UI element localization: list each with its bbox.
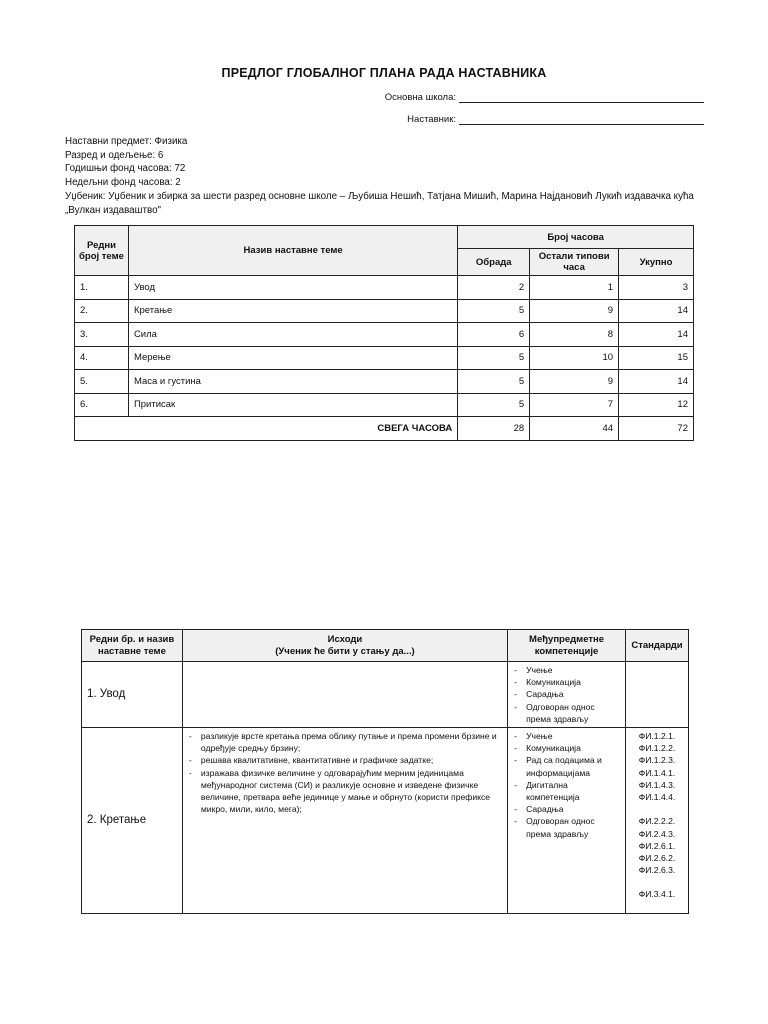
topic-other: 7 (530, 393, 619, 417)
topic-name: Притисак (128, 393, 457, 417)
standard-code: ФИ.1.2.1. (638, 731, 676, 742)
topic-other: 9 (530, 370, 619, 394)
col-header-standards: Стандарди (625, 630, 688, 662)
outcomes-header-line-1: Исходи (327, 633, 363, 645)
competence-item: - Дигитална компетенција (512, 779, 621, 803)
textbook-line: Уџбеник: Уџбеник и збирка за шести разред основне школе – Љубиша Нешић, Татјана Мишић, Марина Најдановић Лукић издавачка кућа „Вулкан издаваштво" (65, 190, 694, 216)
school-blank-line (459, 93, 704, 103)
competences-cell (508, 728, 626, 914)
topic-total: 14 (619, 370, 694, 394)
subject-line: Наставни предмет: Физика (65, 136, 188, 147)
outcomes-cell (182, 662, 507, 728)
outcome-item: - решава квалитативне, квантитативне и графичке задатке; (187, 754, 503, 766)
total-obrada: 28 (458, 417, 530, 441)
school-field (385, 92, 704, 103)
school-label: Основна школа: (384, 92, 456, 103)
topic-name: Увод (128, 276, 457, 300)
col-header-hours: Број часова (458, 226, 694, 249)
standard-code: ФИ.2.2.2. (638, 816, 676, 827)
competence-item: - Одговоран однос према здрављу (512, 701, 621, 725)
standard-code: ФИ.1.4.4. (638, 791, 676, 802)
table-row (75, 370, 694, 394)
standard-code: ФИ.3.4.1. (638, 889, 676, 900)
competence-item: - Учење (512, 664, 621, 676)
outcomes-table (81, 629, 689, 914)
outcomes-cell (182, 728, 507, 914)
table-row (75, 393, 694, 417)
topic-name: Маса и густина (128, 370, 457, 394)
standard-code: ФИ.2.6.2. (638, 852, 676, 863)
outcome-item: - разликује врсте кретања према облику путање и према промени брзине и одређује средњу брзину; (187, 730, 503, 754)
topic-obrada: 6 (458, 323, 530, 347)
standard-code (630, 803, 684, 815)
competences-cell (508, 662, 626, 728)
total-other: 44 (530, 417, 619, 441)
annual-hours-line: Годишњи фонд часова: 72 (65, 163, 186, 175)
standard-code (630, 876, 684, 888)
table-row (82, 662, 689, 728)
teacher-field (407, 114, 704, 125)
topic-obrada: 5 (458, 346, 530, 370)
standard-code: ФИ.1.4.3. (638, 779, 676, 790)
col-header-obrada: Обрада (458, 249, 530, 276)
topic-obrada: 5 (458, 393, 530, 417)
table-row (75, 346, 694, 370)
outcomes-header-line-2: (Ученик ће бити у стању да...) (275, 645, 415, 657)
topic-total: 14 (619, 299, 694, 323)
grade-line: Разред и одељење: 6 (65, 149, 164, 161)
topic-total: 12 (619, 393, 694, 417)
col-header-name: Назив наставне теме (128, 226, 457, 276)
col-header-competences: Међупредметне компетенције (508, 630, 626, 662)
standard-code: ФИ.1.2.3. (638, 755, 676, 766)
weekly-hours-line: Недељни фонд часова: 2 (65, 177, 181, 189)
table-row (75, 276, 694, 300)
standards-cell (625, 662, 688, 728)
standard-code: ФИ.2.6.3. (638, 865, 676, 876)
col-header-total: Укупно (619, 249, 694, 276)
outcome-topic: 2. Кретање (82, 728, 183, 914)
competence-item: - Сарадња (512, 688, 621, 700)
topic-other: 8 (530, 323, 619, 347)
topic-name: Кретање (128, 299, 457, 323)
topics-table (74, 225, 694, 441)
standard-code: ФИ.2.4.3. (638, 828, 676, 839)
topic-obrada: 5 (458, 299, 530, 323)
topic-other: 1 (530, 276, 619, 300)
topic-num: 5. (75, 370, 129, 394)
topic-num: 4. (75, 346, 129, 370)
topic-num: 2. (75, 299, 129, 323)
topic-num: 6. (75, 393, 129, 417)
col-header-outcomes (182, 630, 507, 662)
topic-num: 3. (75, 323, 129, 347)
topic-total: 15 (619, 346, 694, 370)
col-header-topic: Редни бр. и назив наставне теме (82, 630, 183, 662)
topic-obrada: 5 (458, 370, 530, 394)
competence-item: - Сарадња (512, 803, 621, 815)
topic-other: 10 (530, 346, 619, 370)
topic-total: 14 (619, 323, 694, 347)
table-row (75, 299, 694, 323)
topic-other: 9 (530, 299, 619, 323)
outcome-item: - изражава физичке величине у одговарајућим мерним јединицама међународног система (СИ) и разликује основне и изведене физичке величине, претвара веће јединице у мање и обрнуто (користи префиксе микро, мили, кило, мега); (187, 767, 503, 816)
standard-code: ФИ.2.6.1. (638, 840, 676, 851)
competence-item: - Одговоран однос према здрављу (512, 815, 621, 839)
total-total: 72 (619, 417, 694, 441)
table-row (82, 728, 689, 914)
topic-name: Сила (128, 323, 457, 347)
outcome-topic: 1. Увод (82, 662, 183, 728)
standard-code: ФИ.1.4.1. (638, 767, 676, 778)
topic-obrada: 2 (458, 276, 530, 300)
standards-cell (625, 728, 688, 914)
table-row (75, 323, 694, 347)
page-title: ПРЕДЛОГ ГЛОБАЛНОГ ПЛАНА РАДА НАСТАВНИКА (221, 66, 547, 80)
total-label: СВЕГА ЧАСОВА (75, 417, 458, 441)
topic-num: 1. (75, 276, 129, 300)
course-info (65, 135, 705, 217)
competence-item: - Учење (512, 730, 621, 742)
competence-item: - Комуникација (512, 676, 621, 688)
topic-total: 3 (619, 276, 694, 300)
col-header-num: Редни број теме (75, 226, 129, 276)
topic-name: Мерење (128, 346, 457, 370)
col-header-other: Остали типови часа (530, 249, 619, 276)
competence-item: - Рад са подацима и информацијама (512, 754, 621, 778)
standard-code: ФИ.1.2.2. (638, 743, 676, 754)
teacher-blank-line (459, 115, 704, 125)
competence-item: - Комуникација (512, 742, 621, 754)
teacher-label: Наставник: (407, 114, 456, 125)
